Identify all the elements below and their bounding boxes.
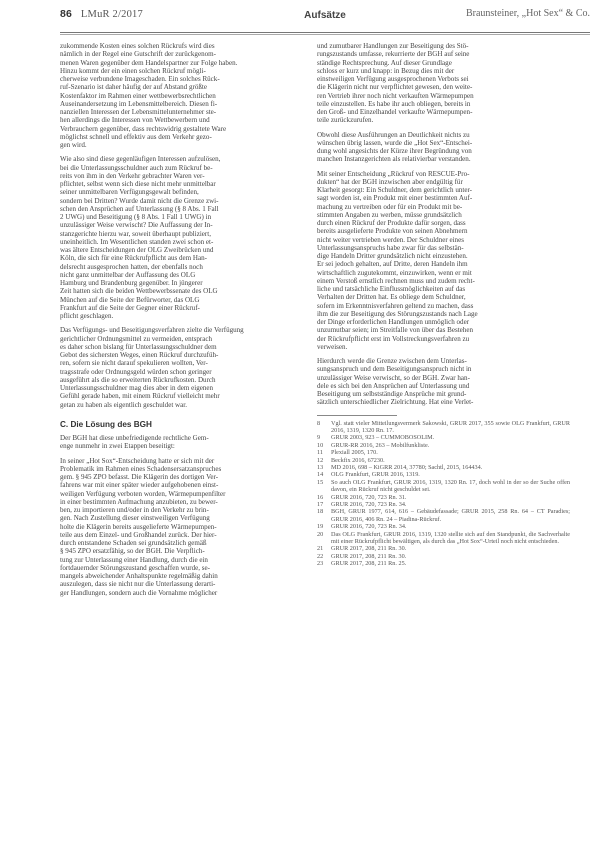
text-line: schen den Ansprüchen auf Unterlassung (§ 8 Abs. 1 Fall xyxy=(60,204,219,213)
text-line: Er sei jedoch gehalten, auf Dritte, deren Handeln ihm xyxy=(317,260,468,269)
text-line: seiner unmittelbaren Verfügungsgewalt befinden, xyxy=(60,188,199,197)
text-line: unzulässiger Weise verwischt? Die Auffassung der In- xyxy=(60,221,213,230)
text-line: ständige Rechtsprechung. Auf dieser Grundlage xyxy=(317,58,452,67)
text-line: Gebot des sichersten Weges, einen Rückruf durchzufüh- xyxy=(60,351,219,359)
text-line: Köln, die sich für eine Rückrufpflicht aus dem Han- xyxy=(60,254,207,263)
text-line: sofern im Erkenntnisverfahren geltend zu machen, dass xyxy=(317,301,474,310)
footnote-rule xyxy=(317,415,397,416)
text-line: bei die Unterlassungsschuldner auch zum Rückruf be- xyxy=(60,163,213,172)
footnote xyxy=(317,531,570,546)
journal-issue: LMuR 2/2017 xyxy=(80,9,143,20)
footnote-text: Vgl. statt vieler Mitteilungsvermerk Sakowski, GRUR 2017, 355 sowie OLG Frankfurt, GRUR 2016, 1319, 1320 Rn. 17. xyxy=(331,419,570,434)
text-line: der Rückrufpflicht erst im Vollstreckungsverfahren zu xyxy=(317,334,470,343)
text-line: in einer bestimmten Aufmachung anzubieten, zu bewer- xyxy=(60,497,218,506)
text-line: machung zu vertreiben oder für ein Produkt mit be- xyxy=(317,202,463,211)
footnote xyxy=(317,508,570,523)
text-line: uneinheitlich. Im Wesentlichen standen zwei schon et- xyxy=(60,237,214,246)
text-line: Auseinandersetzung im Lebensmittelbereich. Diesen fi- xyxy=(60,99,218,108)
text-line: ren, sofern sie nicht darauf spekulieren wollten, Ver- xyxy=(60,359,208,368)
paragraph xyxy=(317,357,570,407)
text-line: holte die Klägerin bereits ausgelieferte Wärmepumpen- xyxy=(60,522,217,531)
text-line: liche und tatsächliche Einflussmöglichkeiten auf das xyxy=(317,285,466,293)
right-column xyxy=(317,42,570,568)
text-line: pflicht geschlagen. xyxy=(60,312,114,320)
footnote xyxy=(317,457,570,464)
footnote-number: 19 xyxy=(317,523,324,531)
paragraph xyxy=(60,155,313,320)
paragraph xyxy=(317,170,570,352)
footnote-number: 16 xyxy=(317,493,324,501)
footnote xyxy=(317,471,570,478)
text-line: Hamburg und Brandenburg gegenüber. In jüngerer xyxy=(60,279,203,287)
text-line: den Groß- und Einzelhandel verkaufte Wärmepumpen- xyxy=(317,108,473,116)
text-line: Verbrauchern gegenüber, dass rechtswidrig gestaltete Ware xyxy=(60,124,227,133)
footnote xyxy=(317,523,570,530)
text-line: teile aus dem Einzel- und Großhandel zurück. Der hier- xyxy=(60,530,217,539)
text-line: ben, zu importieren und/oder in den Verkehr zu brin- xyxy=(60,506,209,514)
text-line: fortdauernder Störungszustand geschaffen wurde, se- xyxy=(60,563,210,572)
text-line: Problematik im Rahmen eines Schadensersatzanspruches xyxy=(60,464,222,473)
text-line: bereits ausgelieferte Produkte von seinen Abnehmern xyxy=(317,227,468,236)
text-line: nämlich in der Regel eine Gutschrift der zurückgenom- xyxy=(60,50,216,59)
text-line: unzulässiger Weise verwischt, so der BGH. Zwar han- xyxy=(317,373,470,382)
text-line: In seiner „Hot Sox“-Entscheidung hatte er sich mit der xyxy=(60,456,215,465)
running-author: Braunsteiner, „Hot Sex“ & Co. xyxy=(465,8,590,19)
text-line: Kostenfaktor im Rahmen einer wettbewerbsrechtlichen xyxy=(60,91,216,100)
footnote-number: 21 xyxy=(317,545,324,553)
text-line: Der BGH hat diese unbefriedigende rechtliche Gem- xyxy=(60,434,209,442)
text-line: der Dinge erforderlichen Handlungen unmöglich oder xyxy=(317,318,470,326)
text-line: stanzgerichte hierzu war, soweit überhaupt publiziert, xyxy=(60,229,211,238)
footnote-text: OLG Frankfurt, GRUR 2016, 1319. xyxy=(331,471,420,479)
text-line: Unterlassungsanspruchs habe zwar für das selbstän- xyxy=(317,243,464,252)
text-line: wirtschaftlich zugutekommt, einzuwirken, wenn er mit xyxy=(317,268,472,277)
footnote-number: 17 xyxy=(317,500,324,508)
text-line: ren Vertrieb ihrer noch nicht verkauften Wärmepumpen xyxy=(317,91,474,100)
text-line: nicht ganz unmittelbar der Auffassung des OLG xyxy=(60,270,196,279)
text-line: Hierdurch werde die Grenze zwischen dem Unterlas- xyxy=(317,357,467,365)
text-line: Wie also sind diese gegenläufigen Interessen aufzulösen, xyxy=(60,155,221,164)
text-line: teile einzustellen. Es habe ihr auch obliegen, bereits in xyxy=(317,99,471,108)
text-line: dukten“ hat der BGH inzwischen aber endgültig für xyxy=(317,177,463,186)
text-line: durch einen Rückruf der Produkte dafür sorgen, dass xyxy=(317,219,466,227)
text-line: ihm die zur Beseitigung des Störungszustands nach Lage xyxy=(317,309,478,318)
text-line: tragsstrafe oder Ordnungsgeld würden schon geringer xyxy=(60,367,212,376)
footnote xyxy=(317,494,570,501)
footnote xyxy=(317,545,570,552)
text-line: verweisen. xyxy=(317,342,348,351)
text-line: wünschen übrig lassen, wurde die „Hot Sex“-Entschei- xyxy=(317,138,473,147)
footnote-text: So auch OLG Frankfurt, GRUR 2016, 1319, 1320 Rn. 17, doch wohl in der so der Suche offen davon, ein Rückruf nicht geschuldet sei. xyxy=(331,478,570,494)
text-line: Hinzu kommt der ein einen solchen Rückruf mögli- xyxy=(60,66,206,75)
text-line: tung zur Unterlassung einer Handlung, durch die ein xyxy=(60,555,208,564)
text-line: gen wird. xyxy=(60,141,87,149)
footnote xyxy=(317,449,570,456)
text-line: Unterlassungsschuldner mag dies aber in dem eigenen xyxy=(60,384,214,392)
footnote xyxy=(317,420,570,435)
text-line: dige Handeln Dritter grundsätzlich nicht einzustehen. xyxy=(317,252,468,260)
text-line: sätzlich unterschiedlicher Zielrichtung. Hat eine Verlet- xyxy=(317,398,474,407)
text-line: dele es sich bei den Ansprüchen auf Unterlassung und xyxy=(317,381,470,390)
section-label: Aufsätze xyxy=(304,10,346,21)
paragraph xyxy=(60,434,313,451)
footnote xyxy=(317,464,570,471)
text-line: ger Handlungen, sondern auch die Vornahme möglicher xyxy=(60,588,218,597)
text-line: hen allerdings die Interessen von Wettbewerbern und xyxy=(60,116,210,125)
text-line: enge nunmehr in zwei Etappen beseitigt: xyxy=(60,442,175,451)
text-line: dung wohl angesichts der Kürze ihrer Begründung von xyxy=(317,147,472,155)
text-line: Verhalten der Dritten hat. Es obliege dem Schuldner, xyxy=(317,293,466,302)
paragraph xyxy=(317,42,570,125)
footnote-text: MD 2016, 698 – KiGRR 2014, 37780; Sachtl, 2015, 164434. xyxy=(331,463,483,471)
text-line: fahrens war mit einer später wieder aufgehobenen einst- xyxy=(60,481,219,490)
footnote-number: 15 xyxy=(317,478,324,486)
footnote xyxy=(317,553,570,560)
footnote-number: 13 xyxy=(317,463,324,471)
text-line: zukommende Kosten eines solchen Rückrufs wird dies xyxy=(60,42,215,50)
text-line: sagt worden ist, ein Produkt mit einer bestimmten Auf- xyxy=(317,194,473,203)
text-line: cherweise verbundene Imageschaden. Ein solches Rück- xyxy=(60,75,220,83)
text-line: ruf-Szenario ist daher häufig der auf Abstand größte xyxy=(60,83,207,92)
text-line: § 945 ZPO ersatzfähig, so der BGH. Die Verpflich- xyxy=(60,547,205,556)
footnote xyxy=(317,434,570,441)
text-line: unzumutbar seien; im Streitfalle von über das Bestehen xyxy=(317,326,473,335)
text-line: die Klägerin nicht nur verpflichtet gewesen, den weite- xyxy=(317,83,473,92)
text-line: Klarheit gesorgt: Ein Schuldner, dem gerichtlich unter- xyxy=(317,186,473,194)
text-line: gen. Nach Zustellung dieser einstweiligen Verfügung xyxy=(60,514,210,523)
footnote-number: 18 xyxy=(317,508,324,516)
footnote-text: GRUR 2016, 720, 723 Rn. 34. xyxy=(331,500,407,508)
text-line: delsrecht ausgesprochen hatten, der ebenfalls noch xyxy=(60,262,203,271)
text-line: Obwohl diese Ausführungen an Deutlichkeit nichts zu xyxy=(317,130,470,139)
header-rule xyxy=(60,32,590,33)
footnote-number: 9 xyxy=(317,434,321,442)
text-line: gem. § 945 ZPO befasst. Die Klägerin des dortigen Ver- xyxy=(60,473,219,481)
footnote-text: Das OLG Frankfurt, GRUR 2016, 1319, 1320 stellte sich auf den Standpunkt, die Sachverhalte mit einer Rückrufpflicht bewältigen, als durch das „Hot Sox“-Urteil noch nicht entschieden. xyxy=(331,530,570,545)
paragraph xyxy=(60,326,313,409)
footnote-number: 22 xyxy=(317,552,324,560)
footnote-number: 23 xyxy=(317,560,324,568)
text-line: nanziellen Interessen der Lebensmittelunternehmer ste- xyxy=(60,108,217,116)
text-line: möglichst schnell und effektiv aus dem Verkehr gezo- xyxy=(60,132,212,141)
footnote-number: 11 xyxy=(317,449,323,457)
text-line: 2 UWG) und Beseitigung (§ 8 Abs. 1 Fall 1 UWG) in xyxy=(60,213,212,221)
text-line: was ältere Entscheidungen der OLG Zweibrücken und xyxy=(60,246,214,254)
text-line: menen Waren gegenüber dem Handelspartner zur Folge haben. xyxy=(60,58,238,67)
text-line: stimmten Angaben zu werben, müsse grundsätzlich xyxy=(317,210,462,219)
footnote-text: Plexiall 2005, 170. xyxy=(331,449,378,457)
paragraph xyxy=(60,457,313,597)
footnote xyxy=(317,479,570,494)
footnote xyxy=(317,560,570,567)
footnote-text: Beckfix 2016, 67230. xyxy=(331,456,385,464)
text-line: Zeit hatten sich die beiden Wettbewerbssenate des OLG xyxy=(60,287,218,296)
text-line: einstweiligen Verfügung ausgesprochenen Verbots sei xyxy=(317,75,469,83)
footnote-number: 12 xyxy=(317,456,324,464)
footnote-number: 14 xyxy=(317,471,324,479)
footnote-text: GRUR 2017, 208, 211 Rn. 30. xyxy=(331,552,407,560)
footnote-text: GRUR 2016, 720, 723 Rn. 34. xyxy=(331,523,407,531)
page-number: 86 xyxy=(60,8,73,20)
text-line: sondern bei Dritten? Wurde damit nicht die Grenze zwi- xyxy=(60,196,219,205)
footnote xyxy=(317,442,570,449)
footnote-text: GRUR 2003, 923 – CUMMOBOSOLIM. xyxy=(331,434,435,442)
text-line: ausgeführt als die so erweiterten Rückrufkosten. Durch xyxy=(60,375,216,384)
text-line: einem Verstoß ernstlich rechnen muss und zudem recht- xyxy=(317,276,475,285)
footnote-text: GRUR 2017, 208, 211 Rn. 30. xyxy=(331,545,407,553)
text-line: nicht weiter vertrieben werden. Der Schuldner eines xyxy=(317,235,464,244)
text-line: reits von ihm in den Verkehr gebrachter Waren ver- xyxy=(60,171,205,180)
footnote xyxy=(317,501,570,508)
footnote-text: BGH, GRUR 1977, 614, 616 – Gebäudefassade; GRUR 2015, 258 Rn. 64 – CT Paradies; GRUR 2016, 406 Rn. 24 – Piadina-Rückruf. xyxy=(331,508,570,523)
text-line: getan zu haben als eigentlich geschuldet war. xyxy=(60,400,187,409)
text-line: mangels abweichender Anhaltspunkte regelmäßig dahin xyxy=(60,572,218,580)
text-line: gerichtlicher Ordnungsmittel zu vermeiden, entsprach xyxy=(60,334,213,343)
text-line: Frankfurt auf die Seite der Gegner einer Rückruf- xyxy=(60,303,200,312)
text-line: und zumutbarer Handlungen zur Beseitigung des Stö- xyxy=(317,42,469,50)
header-rule-thin xyxy=(60,34,590,35)
text-line: Gefühl gerade haben, mit einem Rückruf vielleicht mehr xyxy=(60,392,220,401)
text-line: schloss er kurz und knapp: in Bezug dies mit der xyxy=(317,66,455,75)
text-line: teile zurückzurufen. xyxy=(317,116,374,125)
footnote-text: GRUR-RR 2016, 263 – Mobilfunkliste. xyxy=(331,441,430,449)
footnote-text: GRUR 2016, 720, 723 Rn. 31. xyxy=(331,493,407,501)
section-heading: C. Die Lösung des BGH xyxy=(60,419,152,429)
footnote-number: 20 xyxy=(317,530,324,538)
page-header xyxy=(60,8,590,42)
text-line: Beseitigung um selbstständige Ansprüche mit grund- xyxy=(317,390,467,398)
footnote-number: 10 xyxy=(317,441,324,449)
left-column xyxy=(60,42,313,603)
paragraph xyxy=(60,42,313,149)
text-line: manchen Instanzgerichten als relativierbar verstanden. xyxy=(317,155,471,164)
footnote-text: GRUR 2017, 208, 211 Rn. 25. xyxy=(331,560,407,568)
paragraph xyxy=(317,131,570,164)
text-line: München auf die Seite der Befürworter, das OLG xyxy=(60,295,200,304)
text-line: weiligen Verfügung verboten worden, Wärmepumpenfilter xyxy=(60,489,226,498)
text-line: auszulegen, dass sie nicht nur die Unterlassung derarti- xyxy=(60,580,216,589)
text-line: es daher schon bislang für Unterlassungsschuldner dem xyxy=(60,342,217,351)
text-line: rungszustands umfasse, rekurrierte der BGH auf seine xyxy=(317,50,470,59)
text-line: durch entstandene Schaden sei grundsätzlich gemäß xyxy=(60,539,207,547)
text-line: Mit seiner Entscheidung „Rückruf von RESCUE-Pro- xyxy=(317,169,470,178)
footnote-number: 8 xyxy=(317,419,321,427)
text-line: pflichtet, selbst wenn sich diese nicht mehr unmittelbar xyxy=(60,180,216,188)
text-line: sungsanspruch und dem Beseitigungsanspruch nicht in xyxy=(317,365,472,374)
text-line: Das Verfügungs- und Beseitigungsverfahren zielte die Verfügung xyxy=(60,326,244,335)
